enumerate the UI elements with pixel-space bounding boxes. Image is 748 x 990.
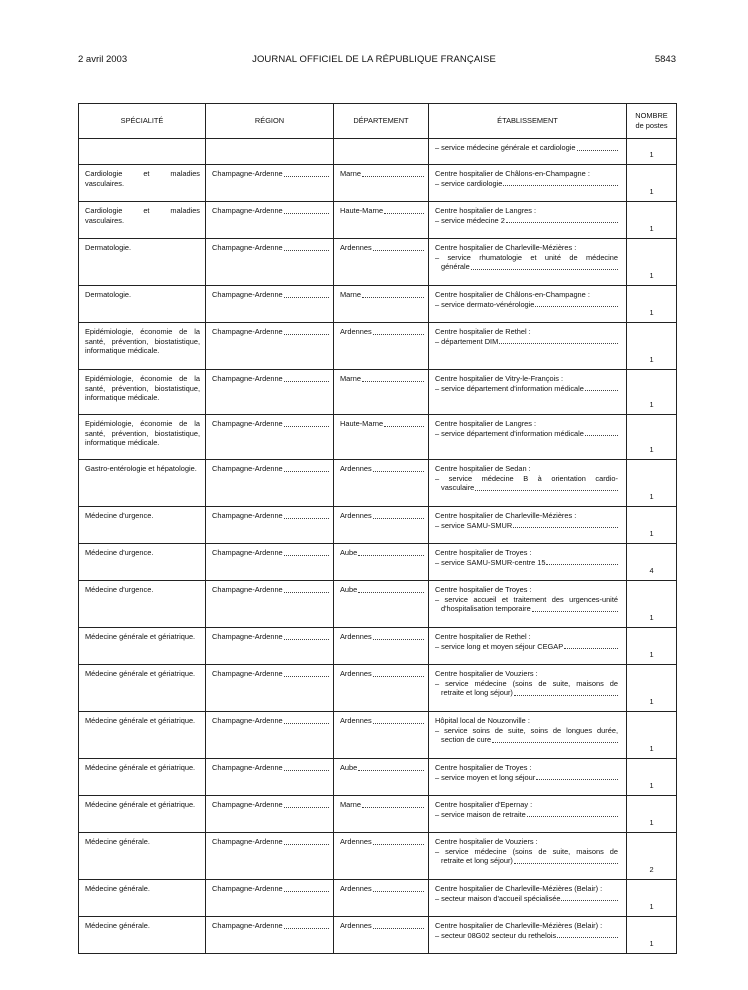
etablissement-title: Centre hospitalier de Troyes : bbox=[435, 548, 532, 557]
cell-departement bbox=[334, 759, 429, 796]
postes-count: 1 bbox=[649, 744, 654, 754]
cell-postes bbox=[627, 202, 677, 239]
cell-postes bbox=[627, 544, 677, 581]
region-text: Champagne-Ardenne bbox=[212, 632, 283, 641]
specialite-text: Epidémiologie, économie de la santé, prévention, biostatistique, informatique médicale. bbox=[85, 374, 200, 403]
etablissement-line: vasculaire bbox=[441, 483, 475, 493]
specialite-text: Dermatologie. bbox=[85, 290, 132, 299]
departement-text: Ardennes bbox=[340, 327, 372, 336]
table-row bbox=[79, 712, 677, 759]
cell-departement bbox=[334, 323, 429, 370]
departement-text: Aube bbox=[340, 548, 358, 557]
cell-postes bbox=[627, 139, 677, 165]
cell-specialite bbox=[79, 165, 206, 202]
postes-count: 1 bbox=[649, 902, 654, 912]
cell-etablissement bbox=[429, 202, 627, 239]
cell-departement bbox=[334, 665, 429, 712]
departement-text: Ardennes bbox=[340, 837, 372, 846]
cell-etablissement bbox=[429, 917, 627, 954]
cell-departement bbox=[334, 415, 429, 460]
region-text: Champagne-Ardenne bbox=[212, 884, 283, 893]
cell-etablissement bbox=[429, 370, 627, 415]
etablissement-line: – service département d'information médicale bbox=[435, 383, 584, 393]
departement-text: Haute-Marne bbox=[340, 419, 384, 428]
etablissement-title: Centre hospitalier de Rethel : bbox=[435, 632, 531, 641]
postes-count: 1 bbox=[649, 781, 654, 791]
departement-text: Haute-Marne bbox=[340, 206, 384, 215]
postes-count: 1 bbox=[649, 613, 654, 623]
cell-region bbox=[206, 665, 334, 712]
etablissement-line: – service médecine (soins de suite, maisons de bbox=[435, 846, 618, 856]
etablissement-title: Centre hospitalier de Troyes : bbox=[435, 585, 532, 594]
cell-postes bbox=[627, 917, 677, 954]
cell-etablissement bbox=[429, 581, 627, 628]
cell-departement bbox=[334, 139, 429, 165]
specialite-text: Cardiologie et maladies vasculaires. bbox=[85, 206, 200, 225]
region-text: Champagne-Ardenne bbox=[212, 243, 283, 252]
cell-departement bbox=[334, 712, 429, 759]
postes-count: 1 bbox=[649, 355, 654, 365]
etablissement-line: retraite et long séjour) bbox=[441, 688, 513, 698]
postes-count: 1 bbox=[649, 187, 654, 197]
etablissement-line: section de cure bbox=[441, 735, 492, 745]
cell-etablissement bbox=[429, 460, 627, 507]
cell-postes bbox=[627, 796, 677, 833]
specialite-text: Médecine d'urgence. bbox=[85, 511, 154, 520]
cell-etablissement bbox=[429, 544, 627, 581]
cell-departement bbox=[334, 507, 429, 544]
etablissement-title: Centre hospitalier de Châlons-en-Champagne : bbox=[435, 290, 590, 299]
region-text: Champagne-Ardenne bbox=[212, 921, 283, 930]
cell-region bbox=[206, 139, 334, 165]
etablissement-line: – service soins de suite, soins de longues durée, bbox=[435, 725, 618, 735]
etablissement-line: – département DIM bbox=[435, 336, 499, 346]
region-text: Champagne-Ardenne bbox=[212, 669, 283, 678]
cell-postes bbox=[627, 833, 677, 880]
cell-region bbox=[206, 370, 334, 415]
etablissement-title: Centre hospitalier de Châlons-en-Champagne : bbox=[435, 169, 590, 178]
cell-departement bbox=[334, 239, 429, 286]
header-nombre-line2: de postes bbox=[635, 121, 668, 130]
postes-count: 1 bbox=[649, 445, 654, 455]
cell-specialite bbox=[79, 833, 206, 880]
cell-etablissement bbox=[429, 759, 627, 796]
postes-count: 2 bbox=[649, 865, 654, 875]
cell-specialite bbox=[79, 507, 206, 544]
table-header-row bbox=[79, 104, 677, 139]
etablissement-title: Centre hospitalier de Charleville-Mézières (Belair) : bbox=[435, 921, 603, 930]
journal-title: JOURNAL OFFICIEL DE LA RÉPUBLIQUE FRANÇAISE bbox=[252, 54, 496, 65]
header-region: RÉGION bbox=[206, 104, 334, 139]
cell-region bbox=[206, 460, 334, 507]
cell-etablissement bbox=[429, 665, 627, 712]
region-text: Champagne-Ardenne bbox=[212, 464, 283, 473]
specialite-text: Médecine générale et gériatrique. bbox=[85, 763, 196, 772]
cell-etablissement bbox=[429, 323, 627, 370]
etablissement-line: – service département d'information médicale bbox=[435, 428, 584, 438]
departement-text: Aube bbox=[340, 763, 358, 772]
cell-region bbox=[206, 712, 334, 759]
table-row bbox=[79, 323, 677, 370]
cell-postes bbox=[627, 665, 677, 712]
cell-departement bbox=[334, 833, 429, 880]
table-row bbox=[79, 665, 677, 712]
table-row bbox=[79, 880, 677, 917]
cell-postes bbox=[627, 880, 677, 917]
specialite-text: Médecine générale. bbox=[85, 837, 150, 846]
etablissement-line: – service maison de retraite bbox=[435, 809, 526, 819]
region-text: Champagne-Ardenne bbox=[212, 763, 283, 772]
etablissement-line: – secteur 08G02 secteur du rethelois bbox=[435, 930, 557, 940]
departement-text: Ardennes bbox=[340, 632, 372, 641]
region-text: Champagne-Ardenne bbox=[212, 548, 283, 557]
cell-etablissement bbox=[429, 628, 627, 665]
region-text: Champagne-Ardenne bbox=[212, 169, 283, 178]
cell-postes bbox=[627, 712, 677, 759]
specialite-text: Médecine générale et gériatrique. bbox=[85, 632, 196, 641]
cell-postes bbox=[627, 581, 677, 628]
cell-postes bbox=[627, 165, 677, 202]
departement-text: Ardennes bbox=[340, 243, 372, 252]
etablissement-line: – service accueil et traitement des urgences-unité bbox=[435, 594, 618, 604]
cell-region bbox=[206, 286, 334, 323]
postes-count: 1 bbox=[649, 939, 654, 949]
departement-text: Ardennes bbox=[340, 464, 372, 473]
cell-postes bbox=[627, 507, 677, 544]
departement-text: Marne bbox=[340, 290, 361, 299]
postes-count: 1 bbox=[649, 650, 654, 660]
departement-text: Marne bbox=[340, 374, 361, 383]
header-specialite: SPÉCIALITÉ bbox=[79, 104, 206, 139]
header-nombre bbox=[627, 104, 677, 139]
postes-count: 1 bbox=[649, 150, 654, 160]
table-row bbox=[79, 286, 677, 323]
cell-region bbox=[206, 323, 334, 370]
table-row bbox=[79, 833, 677, 880]
cell-departement bbox=[334, 628, 429, 665]
cell-specialite bbox=[79, 880, 206, 917]
postes-count: 1 bbox=[649, 818, 654, 828]
departement-text: Marne bbox=[340, 169, 361, 178]
table-row bbox=[79, 415, 677, 460]
table-row bbox=[79, 544, 677, 581]
cell-etablissement bbox=[429, 796, 627, 833]
cell-specialite bbox=[79, 460, 206, 507]
header-etablissement: ÉTABLISSEMENT bbox=[429, 104, 627, 139]
postes-count: 1 bbox=[649, 529, 654, 539]
table-row bbox=[79, 628, 677, 665]
specialite-text: Médecine d'urgence. bbox=[85, 585, 154, 594]
table-body bbox=[79, 139, 677, 954]
departement-text: Ardennes bbox=[340, 716, 372, 725]
region-text: Champagne-Ardenne bbox=[212, 800, 283, 809]
region-text: Champagne-Ardenne bbox=[212, 585, 283, 594]
cell-postes bbox=[627, 460, 677, 507]
cell-specialite bbox=[79, 712, 206, 759]
cell-departement bbox=[334, 544, 429, 581]
cell-specialite bbox=[79, 202, 206, 239]
region-text: Champagne-Ardenne bbox=[212, 419, 283, 428]
specialite-text: Médecine générale. bbox=[85, 921, 150, 930]
cell-specialite bbox=[79, 415, 206, 460]
specialite-text: Médecine générale. bbox=[85, 884, 150, 893]
cell-region bbox=[206, 796, 334, 833]
cell-postes bbox=[627, 286, 677, 323]
specialite-text: Médecine générale et gériatrique. bbox=[85, 800, 196, 809]
cell-departement bbox=[334, 581, 429, 628]
cell-specialite bbox=[79, 665, 206, 712]
etablissement-line: retraite et long séjour) bbox=[441, 856, 513, 866]
departement-text: Ardennes bbox=[340, 884, 372, 893]
cell-departement bbox=[334, 880, 429, 917]
etablissement-title: Centre hospitalier de Vouziers : bbox=[435, 837, 538, 846]
cell-postes bbox=[627, 239, 677, 286]
cell-region bbox=[206, 239, 334, 286]
cell-specialite bbox=[79, 323, 206, 370]
etablissement-title: Hôpital local de Nouzonville : bbox=[435, 716, 530, 725]
etablissement-line: – service médecine 2 bbox=[435, 215, 505, 225]
cell-region bbox=[206, 165, 334, 202]
etablissement-title: Centre hospitalier de Charleville-Mézières : bbox=[435, 511, 577, 520]
cell-specialite bbox=[79, 239, 206, 286]
region-text: Champagne-Ardenne bbox=[212, 327, 283, 336]
region-text: Champagne-Ardenne bbox=[212, 511, 283, 520]
etablissement-line: d'hospitalisation temporaire bbox=[441, 604, 531, 614]
cell-departement bbox=[334, 796, 429, 833]
region-text: Champagne-Ardenne bbox=[212, 374, 283, 383]
cell-region bbox=[206, 880, 334, 917]
departement-text: Ardennes bbox=[340, 669, 372, 678]
cell-etablissement bbox=[429, 415, 627, 460]
header-nombre-line1: NOMBRE bbox=[635, 111, 668, 121]
cell-postes bbox=[627, 323, 677, 370]
etablissement-line: – service médecine générale et cardiologie bbox=[435, 143, 576, 152]
etablissement-line: – service dermato-vénérologie bbox=[435, 299, 535, 309]
cell-etablissement bbox=[429, 507, 627, 544]
etablissement-line: – service médecine B à orientation cardio- bbox=[435, 473, 618, 483]
etablissement-title: Centre hospitalier de Sedan : bbox=[435, 464, 531, 473]
page-number: 5843 bbox=[654, 54, 676, 65]
etablissement-title: Centre hospitalier de Langres : bbox=[435, 419, 537, 428]
cell-region bbox=[206, 202, 334, 239]
cell-specialite bbox=[79, 796, 206, 833]
etablissement-title: Centre hospitalier de Vouziers : bbox=[435, 669, 538, 678]
posts-table bbox=[78, 103, 677, 954]
postes-count: 1 bbox=[649, 271, 654, 281]
cell-etablissement bbox=[429, 286, 627, 323]
departement-text: Ardennes bbox=[340, 921, 372, 930]
table-row bbox=[79, 917, 677, 954]
cell-departement bbox=[334, 917, 429, 954]
etablissement-title: Centre hospitalier de Troyes : bbox=[435, 763, 532, 772]
table-row bbox=[79, 759, 677, 796]
table-row bbox=[79, 460, 677, 507]
cell-postes bbox=[627, 759, 677, 796]
specialite-text: Médecine générale et gériatrique. bbox=[85, 716, 196, 725]
specialite-text: Epidémiologie, économie de la santé, prévention, biostatistique, informatique médicale. bbox=[85, 327, 200, 356]
cell-region bbox=[206, 544, 334, 581]
etablissement-line: – service SAMU-SMUR-centre 15 bbox=[435, 557, 546, 567]
cell-departement bbox=[334, 165, 429, 202]
table-row bbox=[79, 139, 677, 165]
etablissement-line: – service SAMU-SMUR bbox=[435, 520, 513, 530]
cell-specialite bbox=[79, 917, 206, 954]
cell-specialite bbox=[79, 139, 206, 165]
etablissement-title: Centre hospitalier de Rethel : bbox=[435, 327, 531, 336]
specialite-text: Gastro-entérologie et hépatologie. bbox=[85, 464, 197, 473]
cell-region bbox=[206, 917, 334, 954]
etablissement-line: – service cardiologie bbox=[435, 178, 503, 188]
cell-etablissement bbox=[429, 139, 627, 165]
cell-departement bbox=[334, 460, 429, 507]
postes-count: 1 bbox=[649, 492, 654, 502]
cell-specialite bbox=[79, 759, 206, 796]
postes-count: 1 bbox=[649, 400, 654, 410]
postes-count: 4 bbox=[649, 566, 654, 576]
postes-count: 1 bbox=[649, 224, 654, 234]
etablissement-title: Centre hospitalier d'Epernay : bbox=[435, 800, 533, 809]
cell-specialite bbox=[79, 581, 206, 628]
table-row bbox=[79, 202, 677, 239]
cell-postes bbox=[627, 628, 677, 665]
header-departement: DÉPARTEMENT bbox=[334, 104, 429, 139]
cell-departement bbox=[334, 286, 429, 323]
cell-etablissement bbox=[429, 833, 627, 880]
region-text: Champagne-Ardenne bbox=[212, 716, 283, 725]
region-text: Champagne-Ardenne bbox=[212, 206, 283, 215]
header-date: 2 avril 2003 bbox=[78, 54, 128, 65]
departement-text: Aube bbox=[340, 585, 358, 594]
etablissement-line: générale bbox=[441, 262, 470, 272]
etablissement-title: Centre hospitalier de Langres : bbox=[435, 206, 537, 215]
etablissement-line: – service rhumatologie et unité de médecine bbox=[435, 252, 618, 262]
cell-etablissement bbox=[429, 165, 627, 202]
table-row bbox=[79, 370, 677, 415]
cell-specialite bbox=[79, 544, 206, 581]
postes-count: 1 bbox=[649, 697, 654, 707]
cell-postes bbox=[627, 370, 677, 415]
departement-text: Ardennes bbox=[340, 511, 372, 520]
cell-specialite bbox=[79, 370, 206, 415]
table-row bbox=[79, 796, 677, 833]
cell-specialite bbox=[79, 628, 206, 665]
table-row bbox=[79, 507, 677, 544]
cell-region bbox=[206, 581, 334, 628]
cell-etablissement bbox=[429, 712, 627, 759]
cell-etablissement bbox=[429, 880, 627, 917]
departement-text: Marne bbox=[340, 800, 361, 809]
region-text: Champagne-Ardenne bbox=[212, 290, 283, 299]
cell-postes bbox=[627, 415, 677, 460]
specialite-text: Médecine d'urgence. bbox=[85, 548, 154, 557]
etablissement-title: Centre hospitalier de Charleville-Mézières : bbox=[435, 243, 577, 252]
etablissement-line: – service médecine (soins de suite, maisons de bbox=[435, 678, 618, 688]
etablissement-line: – service moyen et long séjour bbox=[435, 772, 536, 782]
cell-region bbox=[206, 415, 334, 460]
cell-region bbox=[206, 833, 334, 880]
specialite-text: Médecine générale et gériatrique. bbox=[85, 669, 196, 678]
table-row bbox=[79, 581, 677, 628]
etablissement-title: Centre hospitalier de Charleville-Mézières (Belair) : bbox=[435, 884, 603, 893]
cell-region bbox=[206, 759, 334, 796]
cell-etablissement bbox=[429, 239, 627, 286]
etablissement-line: – secteur maison d'accueil spécialisée bbox=[435, 893, 561, 903]
cell-specialite bbox=[79, 286, 206, 323]
cell-region bbox=[206, 507, 334, 544]
specialite-text: Cardiologie et maladies vasculaires. bbox=[85, 169, 200, 188]
postes-count: 1 bbox=[649, 308, 654, 318]
cell-departement bbox=[334, 202, 429, 239]
cell-region bbox=[206, 628, 334, 665]
specialite-text: Dermatologie. bbox=[85, 243, 132, 252]
cell-departement bbox=[334, 370, 429, 415]
specialite-text: Epidémiologie, économie de la santé, prévention, biostatistique, informatique médicale. bbox=[85, 419, 200, 448]
region-text: Champagne-Ardenne bbox=[212, 837, 283, 846]
etablissement-title: Centre hospitalier de Vitry-le-François : bbox=[435, 374, 564, 383]
table-row bbox=[79, 165, 677, 202]
table-row bbox=[79, 239, 677, 286]
etablissement-line: – service long et moyen séjour CEGAP bbox=[435, 641, 564, 651]
